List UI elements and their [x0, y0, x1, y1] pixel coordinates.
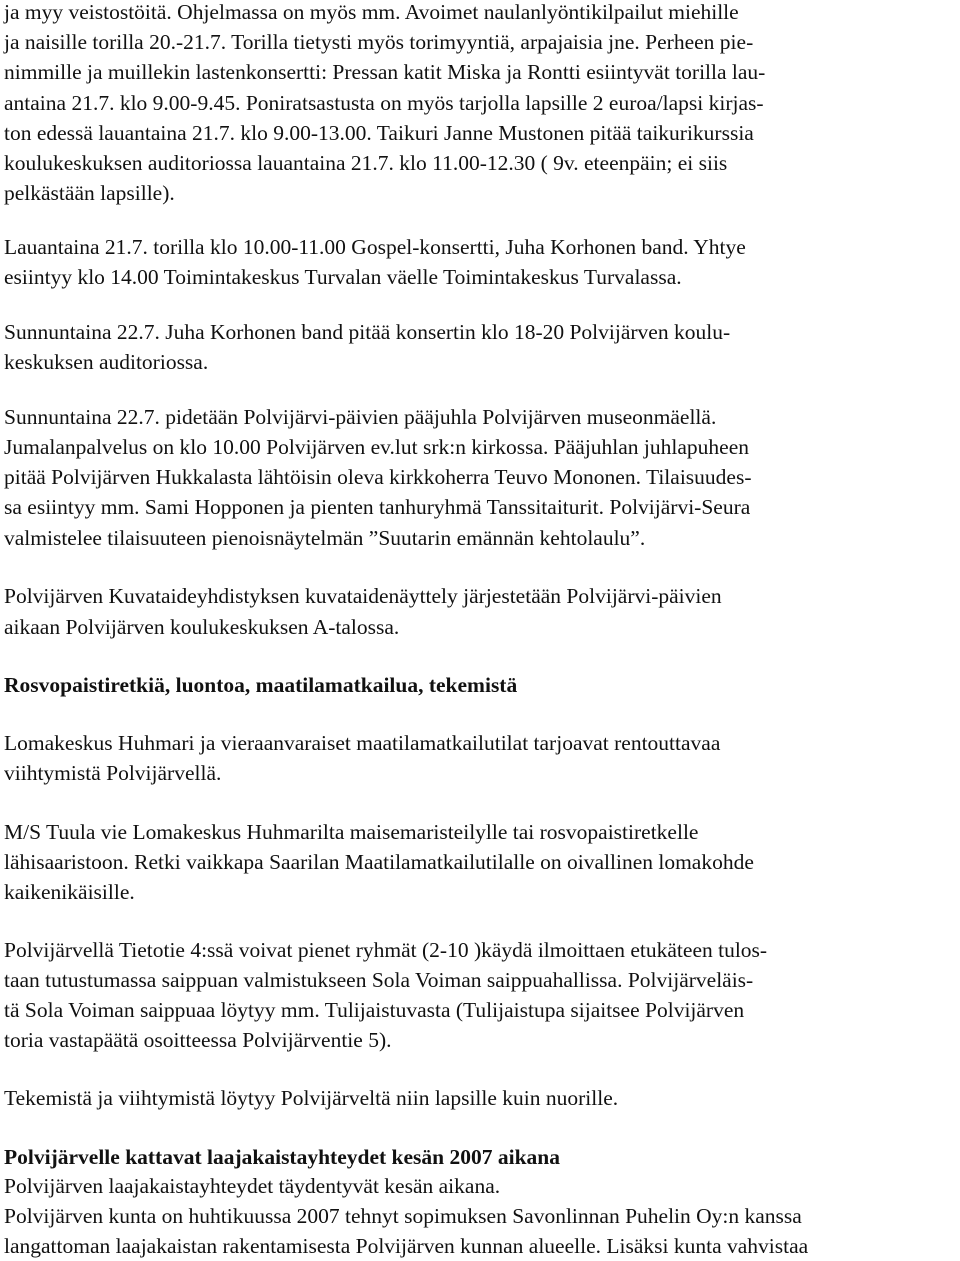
text-line: taan tutustumassa saippuan valmistukseen Sola Voiman saippuahallissa. Polvijärveläis- [4, 968, 754, 992]
text-line: Sunnuntaina 22.7. Juha Korhonen band pitää konsertin klo 18-20 Polvijärven koulu- [4, 320, 731, 344]
text-line: pelkästään lapsille). [4, 181, 175, 205]
text-line: tä Sola Voiman saippuaa löytyy mm. Tulijaistuvasta (Tulijaistupa sijaitsee Polvijärven [4, 998, 745, 1022]
text-line: koulukeskuksen auditoriossa lauantaina 21.7. klo 11.00-12.30 ( 9v. eteenpäin; ei siis [4, 151, 728, 175]
text-line: sa esiintyy mm. Sami Hopponen ja pienten tanhuryhmä Tanssitaiturit. Polvijärvi-Seura [4, 495, 751, 519]
text-line: toria vastapäätä osoitteessa Polvijärventie 5). [4, 1028, 392, 1052]
text-line: Polvijärvellä Tietotie 4:ssä voivat pienet ryhmät (2-10 )käydä ilmoittaen etukäteen tulos- [4, 938, 768, 962]
text-line: antaina 21.7. klo 9.00-9.45. Poniratsastusta on myös tarjolla lapsille 2 euroa/lapsi kirjas- [4, 91, 764, 115]
section-heading: Rosvopaistiretkiä, luontoa, maatilamatkailua, tekemistä [4, 673, 518, 697]
text-line: Sunnuntaina 22.7. pidetään Polvijärvi-päivien pääjuhla Polvijärven museonmäellä. [4, 405, 717, 429]
text-line: pitää Polvijärven Hukkalasta lähtöisin oleva kirkkoherra Teuvo Mononen. Tilaisuudes- [4, 465, 752, 489]
text-line: ton edessä lauantaina 21.7. klo 9.00-13.00. Taikuri Janne Mustonen pitää taikurikurssia [4, 121, 754, 145]
text-line: esiintyy klo 14.00 Toimintakeskus Turvalan väelle Toimintakeskus Turvalassa. [4, 265, 682, 289]
text-line: Jumalanpalvelus on klo 10.00 Polvijärven ev.lut srk:n kirkossa. Pääjuhlan juhlapuheen [4, 435, 750, 459]
text-line: Lomakeskus Huhmari ja vieraanvaraiset maatilamatkailutilat tarjoavat rentouttavaa [4, 731, 721, 755]
text-line: valmistelee tilaisuuteen pienoisnäytelmän ”Suutarin emännän kehtolaulu”. [4, 526, 646, 550]
text-line: viihtymistä Polvijärvellä. [4, 761, 222, 785]
text-line: ja myy veistostöitä. Ohjelmassa on myös mm. Avoimet naulanlyöntikilpailut miehille [4, 0, 739, 24]
text-line: aikaan Polvijärven koulukeskuksen A-talossa. [4, 615, 400, 639]
text-line: Tekemistä ja viihtymistä löytyy Polvijärveltä niin lapsille kuin nuorille. [4, 1086, 619, 1110]
section-heading: Polvijärvelle kattavat laajakaistayhteydet kesän 2007 aikana [4, 1145, 560, 1169]
text-line: Polvijärven laajakaistayhteydet täydentyvät kesän aikana. [4, 1174, 501, 1198]
text-line: ja naisille torilla 20.-21.7. Torilla tietysti myös torimyyntiä, arpajaisia jne. Perheen pie- [4, 30, 754, 54]
text-line: Polvijärven Kuvataideyhdistyksen kuvataidenäyttely järjestetään Polvijärvi-päivien [4, 584, 722, 608]
text-line: M/S Tuula vie Lomakeskus Huhmarilta maisemaristeilylle tai rosvopaistiretkelle [4, 820, 699, 844]
text-line: nimmille ja muillekin lastenkonsertti: Pressan katit Miska ja Rontti esiintyvät torilla lau- [4, 60, 766, 84]
text-line: langattoman laajakaistan rakentamisesta Polvijärven kunnan alueelle. Lisäksi kunta vahvistaa [4, 1234, 809, 1258]
text-line: Polvijärven kunta on huhtikuussa 2007 tehnyt sopimuksen Savonlinnan Puhelin Oy:n kanssa [4, 1204, 802, 1228]
text-line: lähisaaristoon. Retki vaikkapa Saarilan Maatilamatkailutilalle on oivallinen lomakohde [4, 850, 754, 874]
text-line: kaikenikäisille. [4, 880, 135, 904]
text-line: Lauantaina 21.7. torilla klo 10.00-11.00 Gospel-konsertti, Juha Korhonen band. Yhtye [4, 235, 746, 259]
text-line: keskuksen auditoriossa. [4, 350, 209, 374]
